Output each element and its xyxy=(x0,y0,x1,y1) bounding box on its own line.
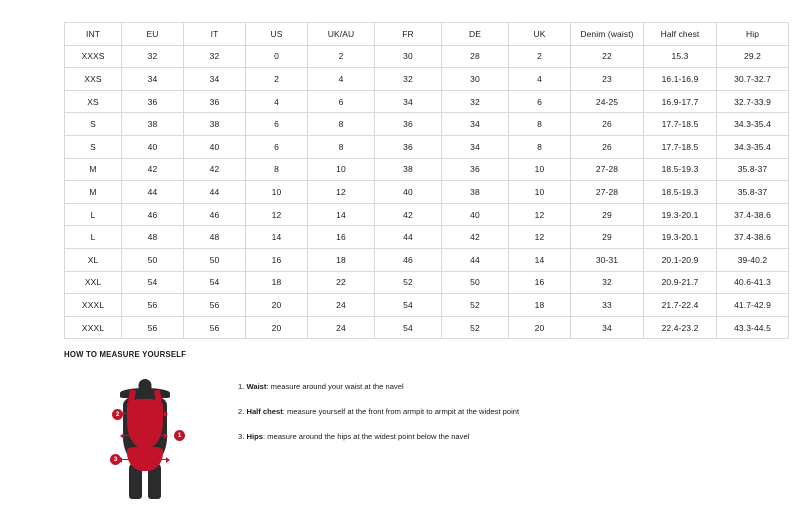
cell-int: L xyxy=(65,203,122,226)
table-row xyxy=(65,181,789,204)
cell-us: 20 xyxy=(246,294,308,317)
cell-half-chest: 19.3-20.1 xyxy=(644,203,717,226)
table-row xyxy=(65,158,789,181)
cell-eu: 34 xyxy=(122,68,184,91)
cell-ukau: 14 xyxy=(308,203,375,226)
cell-half-chest: 15.3 xyxy=(644,45,717,68)
cell-eu: 42 xyxy=(122,158,184,181)
half-chest-measure-arrow-icon xyxy=(124,413,164,414)
cell-uk: 20 xyxy=(509,316,571,339)
cell-int: S xyxy=(65,113,122,136)
cell-eu: 54 xyxy=(122,271,184,294)
cell-fr: 36 xyxy=(375,113,442,136)
cell-fr: 54 xyxy=(375,294,442,317)
cell-eu: 56 xyxy=(122,316,184,339)
cell-denim: 27-28 xyxy=(571,181,644,204)
cell-it: 48 xyxy=(184,226,246,249)
cell-int: XL xyxy=(65,248,122,271)
cell-half-chest: 16.9-17.7 xyxy=(644,90,717,113)
cell-ukau: 8 xyxy=(308,113,375,136)
how-to-measure-title: HOW TO MEASURE YOURSELF xyxy=(64,350,187,359)
cell-denim: 34 xyxy=(571,316,644,339)
cell-fr: 52 xyxy=(375,271,442,294)
cell-us: 6 xyxy=(246,135,308,158)
cell-ukau: 2 xyxy=(308,45,375,68)
cell-us: 6 xyxy=(246,113,308,136)
measure-badge-hips: 3 xyxy=(110,454,121,465)
cell-hip: 29.2 xyxy=(717,45,789,68)
swimsuit-top-icon xyxy=(127,399,163,449)
cell-hip: 37.4-38.6 xyxy=(717,226,789,249)
cell-hip: 32.7-33.9 xyxy=(717,90,789,113)
table-row xyxy=(65,45,789,68)
cell-it: 38 xyxy=(184,113,246,136)
cell-half-chest: 19.3-20.1 xyxy=(644,226,717,249)
cell-int: S xyxy=(65,135,122,158)
cell-int: M xyxy=(65,158,122,181)
cell-uk: 12 xyxy=(509,226,571,249)
cell-half-chest: 20.9-21.7 xyxy=(644,271,717,294)
cell-us: 14 xyxy=(246,226,308,249)
cell-de: 38 xyxy=(442,181,509,204)
cell-us: 18 xyxy=(246,271,308,294)
cell-uk: 2 xyxy=(509,45,571,68)
cell-uk: 18 xyxy=(509,294,571,317)
cell-ukau: 22 xyxy=(308,271,375,294)
cell-us: 12 xyxy=(246,203,308,226)
cell-hip: 41.7-42.9 xyxy=(717,294,789,317)
cell-it: 36 xyxy=(184,90,246,113)
cell-uk: 8 xyxy=(509,113,571,136)
cell-fr: 46 xyxy=(375,248,442,271)
cell-hip: 37.4-38.6 xyxy=(717,203,789,226)
cell-denim: 29 xyxy=(571,226,644,249)
cell-half-chest: 16.1-16.9 xyxy=(644,68,717,91)
measure-note-number: 3. xyxy=(238,432,245,441)
measure-note-term: Hips xyxy=(246,432,263,441)
cell-de: 36 xyxy=(442,158,509,181)
table-row xyxy=(65,135,789,158)
cell-half-chest: 17.7-18.5 xyxy=(644,135,717,158)
cell-uk: 4 xyxy=(509,68,571,91)
cell-int: M xyxy=(65,181,122,204)
cell-eu: 56 xyxy=(122,294,184,317)
column-header: FR xyxy=(375,23,442,46)
cell-it: 42 xyxy=(184,158,246,181)
measure-notes-list xyxy=(238,381,744,456)
cell-fr: 40 xyxy=(375,181,442,204)
cell-it: 50 xyxy=(184,248,246,271)
measure-badge-waist: 1 xyxy=(174,430,185,441)
cell-fr: 36 xyxy=(375,135,442,158)
cell-de: 40 xyxy=(442,203,509,226)
cell-denim: 22 xyxy=(571,45,644,68)
cell-denim: 30-31 xyxy=(571,248,644,271)
cell-eu: 32 xyxy=(122,45,184,68)
cell-int: XXXL xyxy=(65,316,122,339)
cell-ukau: 8 xyxy=(308,135,375,158)
cell-it: 40 xyxy=(184,135,246,158)
cell-eu: 40 xyxy=(122,135,184,158)
column-header: INT xyxy=(65,23,122,46)
cell-it: 56 xyxy=(184,294,246,317)
column-header: DE xyxy=(442,23,509,46)
cell-ukau: 4 xyxy=(308,68,375,91)
cell-uk: 16 xyxy=(509,271,571,294)
cell-ukau: 24 xyxy=(308,316,375,339)
cell-it: 34 xyxy=(184,68,246,91)
table-row xyxy=(65,68,789,91)
cell-us: 0 xyxy=(246,45,308,68)
measure-note-number: 1. xyxy=(238,382,245,391)
measure-badge-half-chest: 2 xyxy=(112,409,123,420)
table-header-row xyxy=(65,23,789,46)
cell-eu: 44 xyxy=(122,181,184,204)
cell-hip: 43.3-44.5 xyxy=(717,316,789,339)
cell-int: XXXS xyxy=(65,45,122,68)
cell-eu: 50 xyxy=(122,248,184,271)
cell-de: 34 xyxy=(442,113,509,136)
cell-uk: 10 xyxy=(509,158,571,181)
cell-fr: 30 xyxy=(375,45,442,68)
cell-uk: 12 xyxy=(509,203,571,226)
column-header: UK xyxy=(509,23,571,46)
cell-de: 52 xyxy=(442,316,509,339)
cell-it: 56 xyxy=(184,316,246,339)
cell-hip: 40.6-41.3 xyxy=(717,271,789,294)
column-header: Denim (waist) xyxy=(571,23,644,46)
size-table xyxy=(64,22,789,339)
cell-half-chest: 18.5-19.3 xyxy=(644,158,717,181)
cell-denim: 32 xyxy=(571,271,644,294)
cell-hip: 35.8-37 xyxy=(717,158,789,181)
table-row xyxy=(65,203,789,226)
cell-de: 50 xyxy=(442,271,509,294)
cell-fr: 34 xyxy=(375,90,442,113)
cell-de: 34 xyxy=(442,135,509,158)
cell-fr: 42 xyxy=(375,203,442,226)
cell-int: XXXL xyxy=(65,294,122,317)
cell-us: 10 xyxy=(246,181,308,204)
cell-ukau: 6 xyxy=(308,90,375,113)
cell-denim: 27-28 xyxy=(571,158,644,181)
table-row xyxy=(65,226,789,249)
cell-us: 16 xyxy=(246,248,308,271)
cell-de: 52 xyxy=(442,294,509,317)
cell-fr: 32 xyxy=(375,68,442,91)
cell-hip: 34.3-35.4 xyxy=(717,113,789,136)
measure-note-number: 2. xyxy=(238,407,245,416)
cell-us: 20 xyxy=(246,316,308,339)
cell-half-chest: 18.5-19.3 xyxy=(644,181,717,204)
cell-denim: 23 xyxy=(571,68,644,91)
cell-it: 46 xyxy=(184,203,246,226)
cell-half-chest: 17.7-18.5 xyxy=(644,113,717,136)
measure-note-half-chest xyxy=(238,406,744,418)
cell-ukau: 24 xyxy=(308,294,375,317)
cell-de: 44 xyxy=(442,248,509,271)
table-row xyxy=(65,294,789,317)
measure-note-text: : measure yourself at the front from armpit to armpit at the widest point xyxy=(282,407,520,416)
measure-note-term: Half chest xyxy=(246,407,283,416)
mannequin-illustration xyxy=(88,373,208,508)
size-table-container xyxy=(64,22,771,339)
column-header: EU xyxy=(122,23,184,46)
cell-denim: 26 xyxy=(571,135,644,158)
column-header: IT xyxy=(184,23,246,46)
cell-uk: 8 xyxy=(509,135,571,158)
cell-it: 44 xyxy=(184,181,246,204)
cell-half-chest: 20.1-20.9 xyxy=(644,248,717,271)
cell-denim: 29 xyxy=(571,203,644,226)
cell-us: 2 xyxy=(246,68,308,91)
cell-eu: 46 xyxy=(122,203,184,226)
cell-fr: 38 xyxy=(375,158,442,181)
waist-measure-arrow-icon xyxy=(124,435,164,436)
cell-ukau: 12 xyxy=(308,181,375,204)
cell-eu: 36 xyxy=(122,90,184,113)
how-to-measure-body xyxy=(64,371,744,508)
cell-fr: 54 xyxy=(375,316,442,339)
measure-note-text: : measure around your waist at the navel xyxy=(266,382,404,391)
cell-it: 32 xyxy=(184,45,246,68)
measure-note-text: : measure around the hips at the widest point below the navel xyxy=(262,432,470,441)
cell-ukau: 10 xyxy=(308,158,375,181)
cell-hip: 34.3-35.4 xyxy=(717,135,789,158)
table-row xyxy=(65,271,789,294)
cell-de: 42 xyxy=(442,226,509,249)
cell-us: 8 xyxy=(246,158,308,181)
cell-ukau: 18 xyxy=(308,248,375,271)
cell-hip: 30.7-32.7 xyxy=(717,68,789,91)
cell-de: 32 xyxy=(442,90,509,113)
table-row xyxy=(65,248,789,271)
cell-de: 30 xyxy=(442,68,509,91)
table-row xyxy=(65,113,789,136)
column-header: Hip xyxy=(717,23,789,46)
cell-denim: 24-25 xyxy=(571,90,644,113)
cell-half-chest: 21.7-22.4 xyxy=(644,294,717,317)
cell-uk: 14 xyxy=(509,248,571,271)
cell-de: 28 xyxy=(442,45,509,68)
column-header: Half chest xyxy=(644,23,717,46)
cell-half-chest: 22.4-23.2 xyxy=(644,316,717,339)
cell-int: XXL xyxy=(65,271,122,294)
column-header: US xyxy=(246,23,308,46)
cell-uk: 6 xyxy=(509,90,571,113)
cell-hip: 35.8-37 xyxy=(717,181,789,204)
cell-eu: 48 xyxy=(122,226,184,249)
cell-ukau: 16 xyxy=(308,226,375,249)
cell-int: XXS xyxy=(65,68,122,91)
measure-note-waist xyxy=(238,381,744,393)
hips-measure-arrow-icon xyxy=(122,459,166,460)
cell-int: L xyxy=(65,226,122,249)
how-to-measure-section xyxy=(64,350,744,508)
column-header: UK/AU xyxy=(308,23,375,46)
cell-uk: 10 xyxy=(509,181,571,204)
measure-note-hips xyxy=(238,431,744,443)
table-row xyxy=(65,316,789,339)
cell-it: 54 xyxy=(184,271,246,294)
cell-int: XS xyxy=(65,90,122,113)
measure-note-term: Waist xyxy=(246,382,267,391)
cell-us: 4 xyxy=(246,90,308,113)
cell-denim: 33 xyxy=(571,294,644,317)
table-row xyxy=(65,90,789,113)
mannequin-torso-icon xyxy=(120,379,170,499)
cell-hip: 39-40.2 xyxy=(717,248,789,271)
cell-fr: 44 xyxy=(375,226,442,249)
cell-denim: 26 xyxy=(571,113,644,136)
cell-eu: 38 xyxy=(122,113,184,136)
